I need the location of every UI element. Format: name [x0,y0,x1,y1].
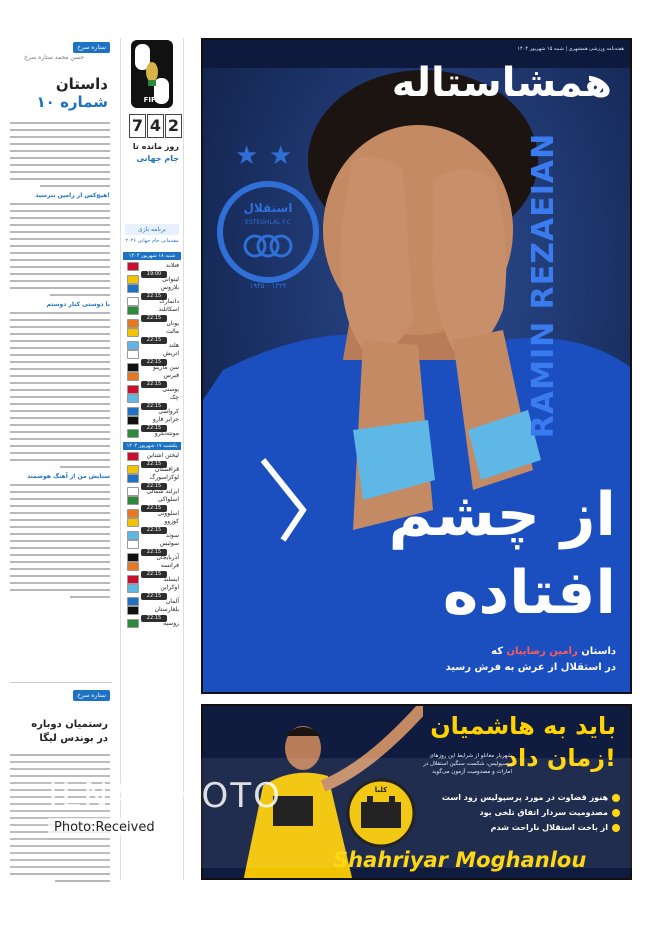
match-team-away: سن مارینو [152,364,179,371]
match-time: 22:15 [141,425,167,432]
crest-club-name: استقلال [243,201,293,215]
match-team-away: ایرلند شمالی [146,488,179,495]
match-row [123,350,181,372]
photo-watermark [0,758,650,868]
match-team-away: آلمان [165,598,179,605]
schedule-title: برنامه بازی [125,224,179,235]
flag-icon [127,319,139,328]
flag-icon [127,619,139,628]
match-row [123,394,181,416]
left-divider [10,682,112,683]
flag-icon [127,363,139,372]
flag-icon [127,509,139,518]
section-badge-bottom: ستاره سرخ [73,690,110,701]
match-team-away: یونان [166,320,179,327]
match-team-home: چک [169,394,179,401]
promo-headline-line2: زمان داد! [505,744,616,772]
left-subheading-1: هیچ‌کس از رامین نترسید! [35,192,110,199]
promo-bullet-text: هنوز قضاوت در مورد پرسپولیس زود است [441,793,608,802]
crest-club-en: ESTEGHLAL F.C [245,219,291,226]
match-time: 22:15 [141,381,167,388]
flag-icon [127,597,139,606]
promo-headline-line1: باید به هاشمیان [430,712,616,740]
match-time: 22:15 [141,571,167,578]
match-team-away: لیتوانی [162,276,179,283]
match-time: 19:00 [141,271,167,278]
fifa-label: FIFA [143,96,161,104]
match-time: 22:15 [141,359,167,366]
flag-icon [127,262,139,271]
match-row [123,416,181,438]
match-team-home: فنلاند [165,262,179,269]
left-bottom-headline-2: در بوندس لیگا [39,733,108,744]
world-cup-26-logo-icon [131,40,173,108]
author-tag: حسن محمد ستاره سرخ [24,54,84,61]
flag-icon [127,553,139,562]
match-team-away: بوسنی [162,386,179,393]
match-time: 22:15 [141,461,167,468]
match-row [123,262,181,284]
match-row [123,518,181,540]
match-team-away: آذربایجان [156,554,179,561]
cover-subcaption [446,644,616,676]
flag-icon [127,429,139,438]
promo-name-banner: Shahriyar Moghanlou [333,848,587,872]
match-time: 22:15 [141,315,167,322]
match-row [123,474,181,496]
ilna-photo-logo [48,776,282,816]
flag-icon [127,496,139,505]
match-row [123,540,181,562]
left-news-column [8,38,114,880]
match-team-home: اوکراین [160,584,179,591]
match-team-home: بلاروس [160,284,179,291]
left-headline-line1: داستان [55,75,108,93]
flag-icon [127,297,139,306]
logo-photo: PHOTO [151,776,282,816]
match-team-away: سوئد [166,532,179,539]
flag-icon [127,385,139,394]
match-row [123,452,181,474]
match-team-home: مالت [166,328,179,335]
countdown-digit-2: 4 [147,114,164,138]
section-badge-top: ستاره سرخ [73,42,110,53]
match-row [123,284,181,306]
flag-icon [127,474,139,483]
flag-icon [127,284,139,293]
match-team-away: کرواسی [158,408,179,415]
promo-body-text: شهریار مغانلو از شرایط این روزهای پرسپولیس، شکست سنگین استقلال در امارات و مصدومیت آزمون می‌گوید [423,753,512,775]
match-team-home: کوزوو [164,518,179,525]
svg-text:★: ★ [235,141,259,171]
world-cup-schedule-column [120,38,184,880]
flag-icon [127,350,139,359]
flag-icon [127,306,139,315]
match-team-away: روسیه [163,620,179,627]
subcap-post: که [491,646,504,657]
match-team-away: قزاقستان [154,466,179,473]
match-row [123,606,181,628]
flag-icon [127,584,139,593]
match-team-home: سوئیس [159,540,179,547]
flag-icon [127,328,139,337]
flag-icon [127,416,139,425]
flag-icon [127,540,139,549]
match-team-away: ایسلند [163,576,179,583]
cover-story [201,38,632,694]
countdown-label-1: روز مانده تا [132,142,179,151]
crest-kalba-text: کلبا [374,786,388,794]
flag-icon [127,341,139,350]
match-team-home: اسلواکی [157,496,179,503]
match-team-home: لوکزامبورگ [149,474,179,481]
countdown-digit-1: 2 [165,114,182,138]
match-row [123,306,181,328]
flag-icon [127,275,139,284]
schedule-subtitle: مقدماتی جام جهانی ۲۰۲۶ [125,238,179,244]
countdown-label-2: جام جهانی [136,154,179,163]
cover-headline-line2: افتاده [442,558,616,628]
player-name-vertical: RAMIN REZAEIAN [525,132,561,439]
match-time: 22:15 [141,337,167,344]
cover-headline-line1: از چشم [388,480,616,550]
flag-icon [127,394,139,403]
match-team-home: بلغارستان [154,606,179,613]
logo-ilna: ILNA [48,776,138,816]
svg-text:★: ★ [269,141,293,171]
flag-icon [127,372,139,381]
crest-years: ۱۹۴۵ - ۱۳۲۴ [249,282,287,290]
masthead-title: همشاستاله [391,60,612,106]
match-team-home: فرانسه [160,562,179,569]
left-headline-line2: شماره ۱۰ [36,93,108,111]
promo-bullet-text: از باخت استقلال ناراحت شدم [490,823,608,832]
match-row [123,562,181,584]
match-row [123,372,181,394]
match-team-away: هلند [168,342,179,349]
match-time: 22:15 [141,527,167,534]
match-row [123,584,181,606]
left-bottom-headline-1: رستمیان دوباره [31,719,108,730]
left-subheading-2: با دوستی کنار دوستم [46,301,110,308]
promo-bullet-text: مصدومیت سردار اتفاق تلخی بود [479,808,608,817]
match-team-home: لیختن اشتاین [146,452,179,459]
flag-icon [127,562,139,571]
flag-icon [127,606,139,615]
flag-icon [127,487,139,496]
match-row [123,496,181,518]
match-team-home: جزایر فارو [152,416,179,423]
schedule-date-1: شنبه ۱۸ شهریور ۱۴۰۴ [123,252,181,260]
match-team-away: اسلوونی [157,510,179,517]
match-team-away: مونته‌نگرو [154,430,179,437]
match-row [123,328,181,350]
esteghlal-crest-icon [213,140,323,290]
left-article-body-1 [10,122,110,603]
subcap-line2: در استقلال از عرش به فرش رسید [445,662,616,673]
countdown-digit-3: 7 [129,114,146,138]
photo-caption: Photo:Received [48,818,161,837]
match-time: 22:15 [141,615,167,622]
flag-icon [127,518,139,527]
flag-icon [127,531,139,540]
match-time: 22:15 [141,593,167,600]
match-time: 22:15 [141,403,167,410]
match-time: 22:15 [141,549,167,556]
flag-icon [127,407,139,416]
flag-icon [127,452,139,461]
flag-icon [127,575,139,584]
match-time: 22:15 [141,505,167,512]
subcap-player-name: رامین رضاییان [506,646,578,657]
subcap-pre: داستان [581,646,616,657]
match-team-home: اتریش [163,350,179,357]
match-team-away: دانمارک [159,298,179,305]
match-team-home: قبرس [163,372,179,379]
issue-info: هفته‌نامه ورزشی همشهری | شنبه ۱۵ شهریور ۱۴۰۴ [517,46,624,52]
match-team-home: اسکاتلند [158,306,179,313]
match-time: 22:15 [141,293,167,300]
match-time: 22:15 [141,483,167,490]
flag-icon [127,465,139,474]
left-subheading-3: ستایش من از آهنگ هوشمند [27,473,110,480]
schedule-date-2: یکشنبه ۱۷ شهریور ۱۴۰۴ [123,442,181,450]
